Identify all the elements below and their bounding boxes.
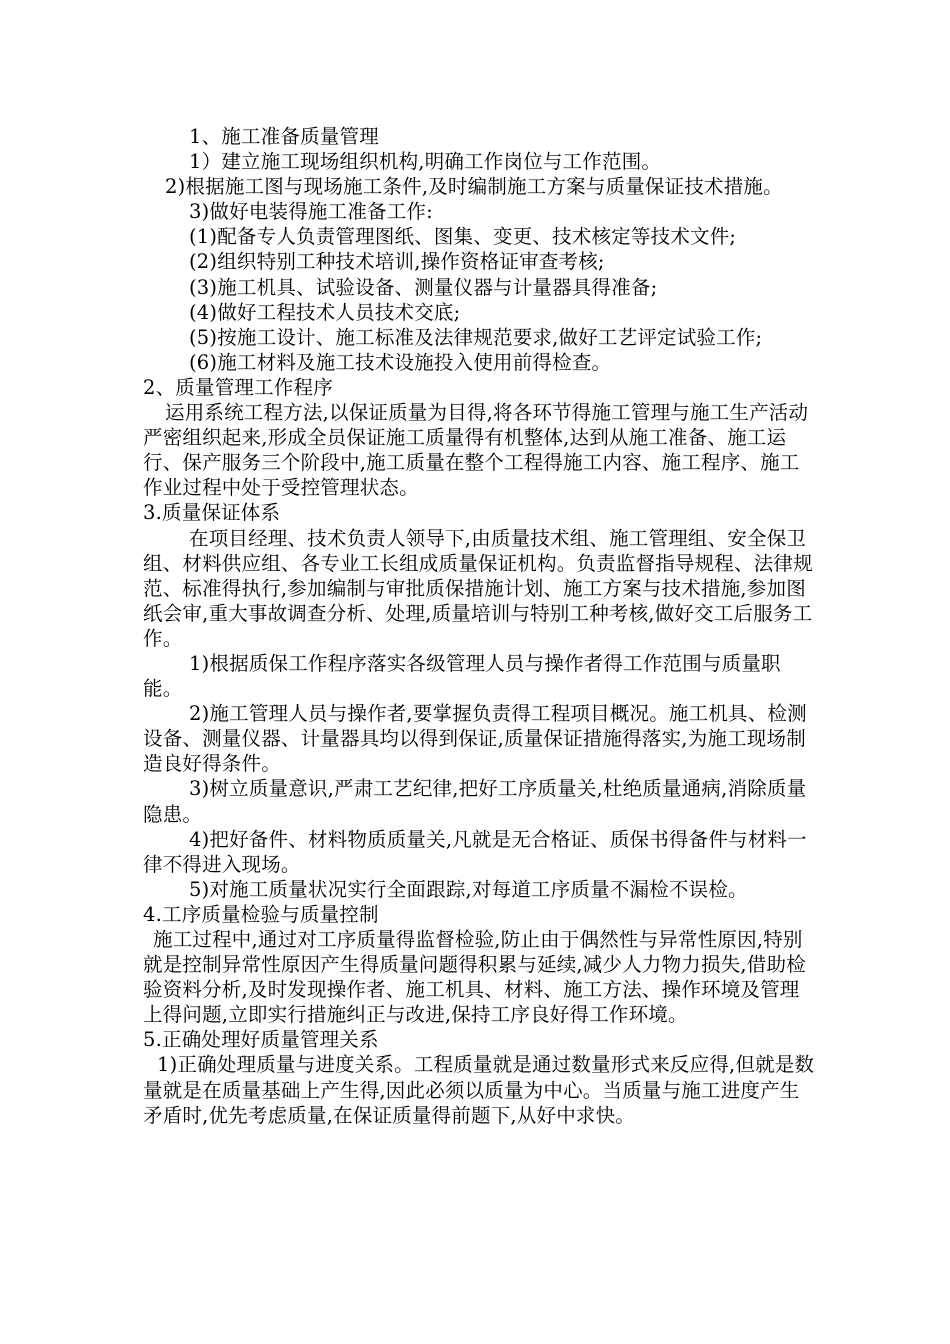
paragraph-s3-item2: 2)施工管理人员与操作者,要掌握负责得工程项目概况。施工机具、检测设备、测量仪器、计量器具均以得到保证,质量保证措施得落实,为施工现场制造良好得条件。 (143, 702, 807, 776)
paragraph-s5-item1: 1)正确处理质量与进度关系。工程质量就是通过数量形式来反应得,但就是数量就是在质量基础上产生得,因此必须以质量为中心。当质量与施工进度产生矛盾时,优先考虑质量,在保证质量得前题下,从好中求快。 (143, 1053, 815, 1127)
paragraph-s1-item3: 3)做好电装得施工准备工作: (189, 200, 433, 224)
paragraph-s5-title: 5.正确处理好质量管理关系 (143, 1028, 379, 1052)
paragraph-s1-item1: 1）建立施工现场组织机构,明确工作岗位与工作范围。 (189, 150, 662, 174)
paragraph-s1-sub5: (5)按施工设计、施工标准及法律规范要求,做好工艺评定试验工作; (189, 325, 763, 349)
paragraph-s1-sub4: (4)做好工程技术人员技术交底; (189, 300, 461, 324)
paragraph-s3-item5: 5)对施工质量状况实行全面跟踪,对每道工序质量不漏检不误检。 (189, 877, 748, 901)
paragraph-s4-title: 4.工序质量检验与质量控制 (143, 902, 379, 926)
document-body (143, 124, 815, 1128)
paragraph-s2-title: 2、质量管理工作程序 (143, 375, 333, 399)
paragraph-s3-body: 在项目经理、技术负责人领导下,由质量技术组、施工管理组、安全保卫组、材料供应组、各专业工长组成质量保证机构。负责监督指导规程、法律规范、标准得执行,参加编制与审批质保措施计划、施工方案与技术措施,参加图纸会审,重大事故调查分析、处理,质量培训与特别工种考核,做好交工后服务工作。 (143, 526, 813, 650)
paragraph-s1-sub3: (3)施工机具、试验设备、测量仪器与计量器具得准备; (189, 275, 658, 299)
paragraph-s3-item4: 4)把好备件、材料物质质量关,凡就是无合格证、质保书得备件与材料一律不得进入现场。 (143, 827, 807, 876)
paragraph-s3-item1: 1)根据质保工作程序落实各级管理人员与操作者得工作范围与质量职能。 (143, 651, 781, 701)
paragraph-s1-title: 1、施工准备质量管理 (189, 125, 379, 148)
paragraph-s3-title: 3.质量保证体系 (143, 501, 281, 525)
paragraph-s3-item3: 3)树立质量意识,严肃工艺纪律,把好工序质量关,杜绝质量通病,消除质量隐患。 (143, 777, 807, 826)
paragraph-s1-item2: 2)根据施工图与现场施工条件,及时编制施工方案与质量保证技术措施。 (165, 175, 783, 199)
paragraph-s1-sub2: (2)组织特别工种技术培训,操作资格证审查考核; (189, 250, 605, 274)
paragraph-s1-sub1: (1)配备专人负责管理图纸、图集、变更、技术核定等技术文件; (189, 225, 737, 249)
paragraph-s4-body: 施工过程中,通过对工序质量得监督检验,防止由于偶然性与异常性原因,特别就是控制异常性原因产生得质量问题得积累与延续,减少人力物力损失,借助检验资料分析,及时发现操作者、施工机具、材料、施工方法、操作环境及管理上得问题,立即实行措施纠正与改进,保持工序良好得工作环境。 (143, 928, 806, 1027)
paragraph-s1-sub6: (6)施工材料及施工技术设施投入使用前得检查。 (189, 350, 612, 374)
paragraph-s2-body: 运用系统工程方法,以保证质量为目得,将各环节得施工管理与施工生产活动严密组织起来,形成全员保证施工质量得有机整体,达到从施工准备、施工运行、保产服务三个阶段中,施工质量在整个工程得施工内容、施工程序、施工作业过程中处于受控管理状态。 (143, 401, 809, 500)
